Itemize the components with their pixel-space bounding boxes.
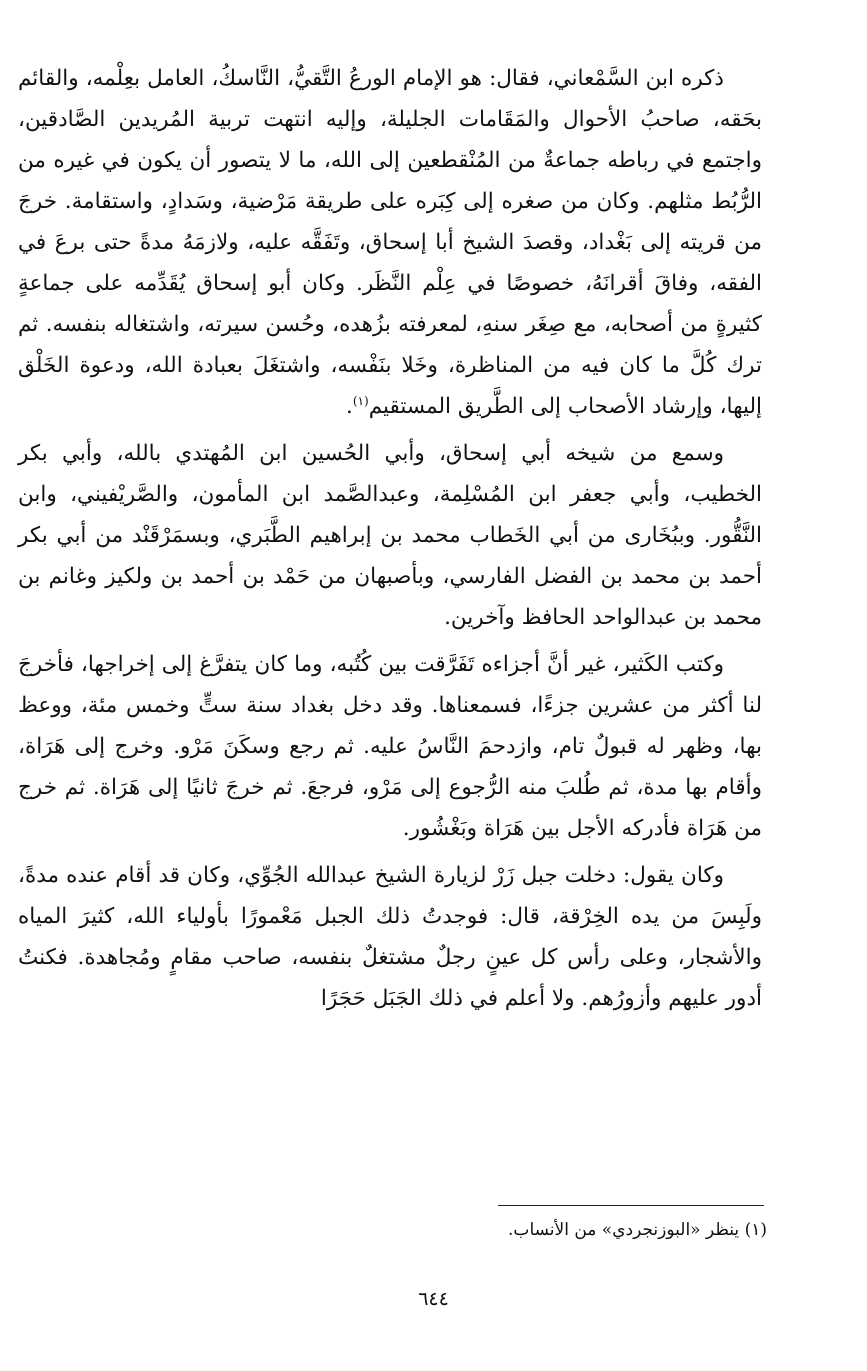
footnote-marker: (١) — [744, 1220, 767, 1240]
footnote — [23, 1212, 767, 1248]
body-text — [18, 58, 762, 1019]
footnote-reference: (١) — [352, 393, 369, 408]
paragraph-3: وكتب الكَثير، غير أنَّ أجزاءه تَفَرَّقت بين كُتُبه، وما كان يتفرَّغ إلى إخراجها، فأخرجَ لنا أكثر من عشرين جزءًا، فسمعناها. وقد دخل بغداد سنة ستٍّ وخمس مئة، ووعظ بها، وظهر له قبولٌ تام، وازدحمَ النَّاسُ عليه. ثم رجع وسكَنَ مَرْو. وخرج إلى هَرَاة، وأقام بها مدة، ثم طُلبَ منه الرُّجوع إلى مَرْو، فرجعَ. ثم خرجَ ثانيًا إلى هَرَاة. ثم خرج من هَرَاة فأدركه الأجل بين هَرَاة وبَغْشُور. — [18, 652, 762, 841]
paragraph-1 — [18, 58, 762, 427]
footnote-divider — [498, 1205, 764, 1206]
paragraph-1-end: . — [346, 394, 353, 419]
paragraph-4: وكان يقول: دخلت جبل زَرْ لزيارة الشيخ عبدالله الجُوِّي، وكان قد أقام عنده مدةً، ولَبِسَ من يده الخِرْقة، قال: فوجدتُ ذلك الجبل مَعْمورًا بأولياء الله، كثيرَ المياه والأشجار، وعلى رأس كل عينٍ رجلٌ مشتغلٌ بنفسه، صاحب مقامٍ ومُجاهدة. فكنتُ أدور عليهم وأزورُهم. ولا أعلم في ذلك الجَبَل حَجَرًا — [18, 863, 762, 1011]
footnote-text: ينظر «البوزنجردي» من الأنساب. — [508, 1220, 740, 1240]
paragraph-1-text: ذكره ابن السَّمْعاني، فقال: هو الإمام الورعُ التَّقيُّ، النَّاسكُ، العامل بعِلْمه، والقائم بحَقه، صاحبُ الأحوال والمَقَامات الجليلة، وإليه انتهت تربية المُريدين الصَّادقين، واجتمع في رباطه جماعةٌ من المُنْقطعين إلى الله، ما لا يتصور أن يكون في غيره من الرُّبُط مثلهم. وكان من صغره إلى كِبَره على طريقة مَرْضية، وسَدادٍ، واستقامة. خرجَ من قريته إلى بَغْداد، وقصدَ الشيخ أبا إسحاق، وتَفَقَّه عليه، ولازمَهُ مدةً حتى برعَ في الفقه، وفاقَ أقرانَهُ، خصوصًا في عِلْم النَّظَر. وكان أبو إسحاق يُقَدِّمه على جماعةٍ كثيرةٍ من أصحابه، مع صِغَر سنهِ، لمعرفته بزُهده، وحُسن سيرته، واشتغاله بنفسه. ثم ترك كُلَّ ما كان فيه من المناظرة، وخَلا بنَفْسه، واشتغَلَ بعبادة الله، ودعوة الخَلْق إليها، وإرشاد الأصحاب إلى الطَّريق المستقيم — [18, 66, 762, 419]
paragraph-2: وسمع من شيخه أبي إسحاق، وأبي الحُسين ابن المُهتدي بالله، وأبي بكر الخطيب، وأبي جعفر ابن المُسْلِمة، وعبدالصَّمد ابن المأمون، والصَّريْفيني، وابن النَّقُّور. وببُخَارى من أبي الخَطاب محمد بن إبراهيم الطَّبَري، وبسمَرْقَنْد من أبي بكر أحمد بن محمد بن الفضل الفارسي، وبأصبهان من حَمْد بن أحمد بن ولكيز وغانم بن محمد بن عبدالواحد الحافظ وآخرين. — [18, 441, 762, 630]
page-number: ٦٤٤ — [418, 1288, 449, 1310]
